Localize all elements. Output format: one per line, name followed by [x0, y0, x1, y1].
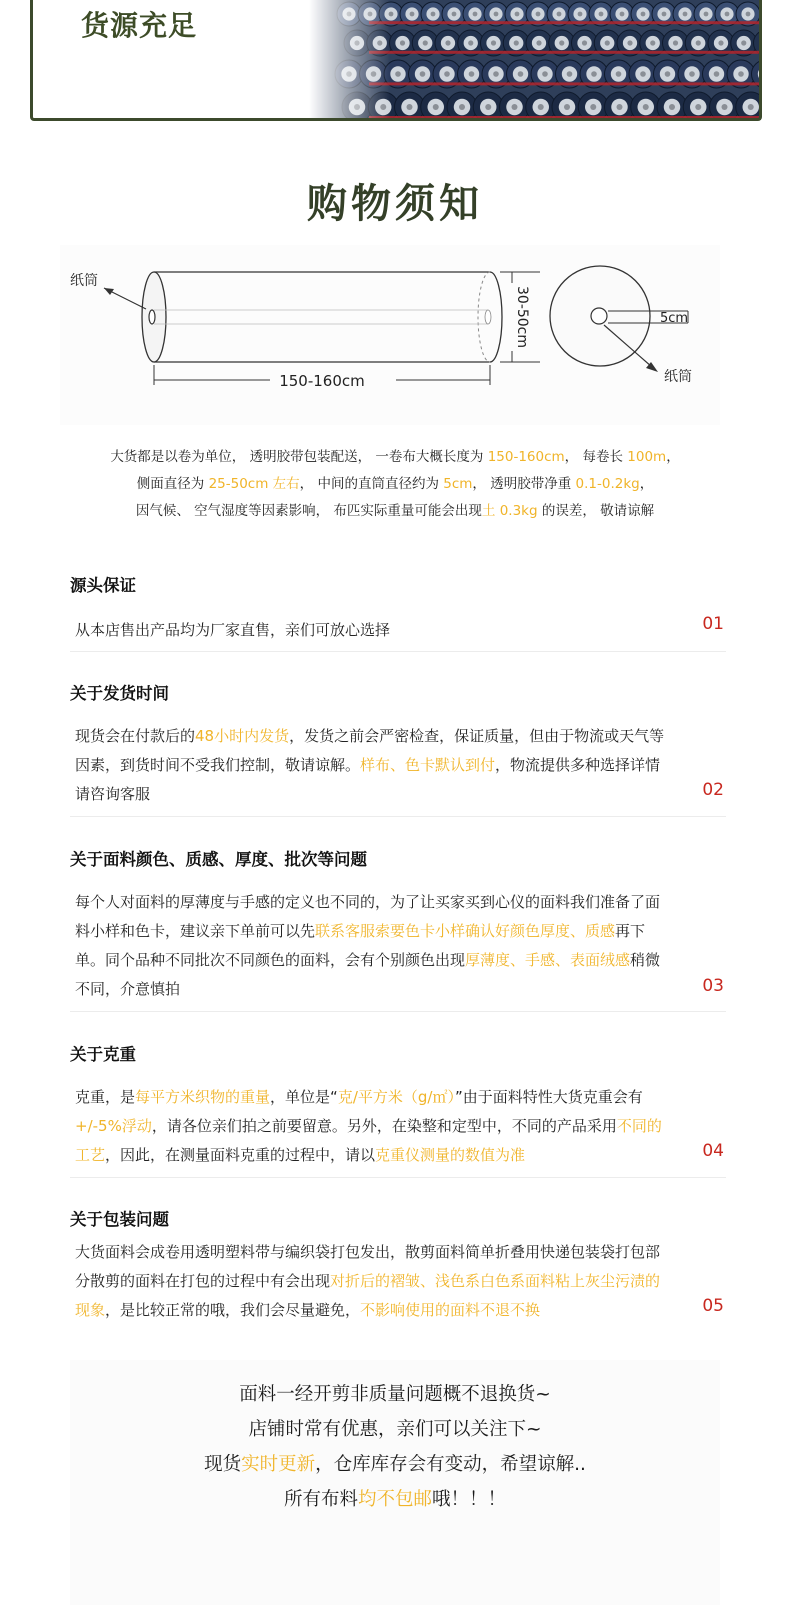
text-segment: ，仓库库存会有变动，希望谅解.. — [315, 1454, 586, 1475]
text-segment: 现货 — [204, 1454, 242, 1475]
footer-line — [70, 1447, 720, 1482]
faq-number: 01 — [702, 614, 724, 634]
tube-label-left: 纸筒 — [70, 273, 98, 289]
text-segment: ， — [639, 476, 654, 492]
highlight-text: 均不包邮 — [357, 1489, 432, 1510]
faq-title: 关于包装问题 — [70, 1210, 169, 1229]
text-segment: 大货都是以卷为单位， 透明胶带包装配送， 一卷布大概长度为 — [110, 449, 488, 465]
text-segment: ，请各位亲们拍之前要留意。另外，在染整和定型中，不同的产品采用 — [151, 1117, 617, 1135]
highlight-text: 实时更新 — [241, 1454, 316, 1475]
highlight-text: 厚薄度、手感、表面绒感 — [465, 951, 631, 969]
faq-title: 源头保证 — [70, 576, 136, 595]
highlight-text: 0.1-0.2kg — [575, 476, 640, 492]
text-segment: ， 透明胶带净重 — [472, 476, 576, 492]
faq-item-weight — [70, 1041, 726, 1170]
info-line — [60, 471, 730, 498]
faq-item-packaging — [70, 1206, 726, 1325]
highlight-text: +/-5%浮动 — [75, 1117, 152, 1135]
footer-line — [70, 1377, 720, 1412]
text-segment: 再下单。同个品种不同批次不同颜色的面料，会有个别颜色出现 — [75, 922, 646, 969]
highlight-text: 不同的工艺 — [75, 1117, 662, 1164]
footer-line — [70, 1412, 720, 1447]
highlight-text: 克重仪测量的数值为准 — [375, 1146, 526, 1164]
text-segment: ，单位是“ — [270, 1088, 338, 1106]
text-segment: ，物流提供多种选择详情请咨询客服 — [75, 756, 661, 803]
faq-title: 关于面料颜色、质感、厚度、批次等问题 — [70, 850, 367, 869]
faq-number: 04 — [702, 1141, 724, 1161]
text-segment: ， 中间的直筒直径约为 — [299, 476, 444, 492]
shopping-notice-title: 购物须知 — [307, 181, 483, 227]
text-segment: ，发货之前会严密检查，保证质量，但由于物流或天气等因素，到货时间不受我们控制，敬请谅解。 — [75, 727, 665, 774]
fabric-roll-diagram — [60, 245, 720, 425]
stock-banner — [30, 0, 762, 121]
text-segment: 稍微不同，介意慎拍 — [75, 951, 661, 998]
highlight-text: 100m — [627, 449, 667, 465]
highlight-text: 样布、色卡默认到付 — [360, 756, 496, 774]
text-segment: 侧面直径为 — [136, 476, 209, 492]
diameter-label: 30-50cm — [514, 285, 530, 349]
highlight-text: 对折后的褶皱、浅色系白色系面料粘上灰尘污渍的现象 — [75, 1272, 661, 1319]
highlight-text: 每平方米织物的重量 — [135, 1088, 271, 1106]
text-segment: 哦！！！ — [432, 1489, 507, 1510]
text-segment: 大货面料会成卷用透明塑料带与编织袋打包发出，散剪面料简单折叠用快递包装袋打包部分散剪的面料在打包的过程中有会出现 — [75, 1243, 661, 1290]
faq-item-source — [70, 572, 726, 645]
text-segment: 每个人对面料的厚薄度与手感的定义也不同的，为了让买家买到心仪的面料我们准备了面料小样和色卡，建议亲下单前可以先 — [75, 893, 661, 940]
text-segment: ， — [666, 449, 680, 465]
faq-number: 03 — [702, 976, 724, 996]
core-label: 5cm — [660, 311, 689, 326]
faq-item-fabric — [70, 846, 726, 1004]
roll-info-paragraph — [60, 444, 730, 525]
fabric-rolls-photo — [309, 0, 759, 118]
highlight-text: 土 0.3kg — [481, 503, 538, 519]
divider — [70, 1177, 726, 1178]
text-segment: 面料一经开剪非质量问题概不退换货~ — [239, 1384, 551, 1405]
faq-body — [70, 1083, 670, 1170]
tube-label-right: 纸筒 — [664, 369, 692, 385]
length-label: 150-160cm — [279, 372, 365, 390]
info-line — [60, 498, 730, 525]
highlight-text: 150-160cm — [487, 449, 565, 465]
faq-number: 05 — [702, 1296, 724, 1316]
highlight-text: 48小时内发货 — [195, 727, 290, 745]
text-segment: ， 每卷长 — [564, 449, 628, 465]
text-segment: 现货会在付款后的 — [75, 727, 196, 745]
highlight-text: 不影响使用的面料不退不换 — [360, 1301, 541, 1319]
text-segment: 从本店售出产品均为厂家直售，亲们可放心选择 — [75, 621, 391, 639]
highlight-text: 5cm — [443, 476, 473, 492]
text-segment: 因气候、 空气湿度等因素影响， 布匹实际重量可能会出现 — [135, 503, 482, 519]
divider — [70, 651, 726, 652]
divider — [70, 816, 726, 817]
faq-body — [70, 722, 670, 809]
text-segment: ，是比较正常的哦，我们会尽量避免， — [105, 1301, 361, 1319]
faq-body — [70, 888, 670, 1004]
faq-body — [70, 1238, 670, 1325]
divider — [70, 1011, 726, 1012]
faq-item-shipping — [70, 680, 726, 809]
text-segment: 的误差， 敬请谅解 — [537, 503, 655, 519]
faq-title: 关于发货时间 — [70, 684, 169, 703]
highlight-text: 25-50cm 左右 — [208, 476, 300, 492]
highlight-text: 克/平方米（g/㎡） — [337, 1088, 455, 1106]
faq-number: 02 — [702, 780, 724, 800]
text-segment: 所有布料 — [283, 1489, 358, 1510]
faq-body — [70, 616, 670, 645]
text-segment: 克重，是 — [75, 1088, 136, 1106]
highlight-text: 联系客服索要色卡小样确认好颜色厚度、质感 — [315, 922, 616, 940]
footer-line — [70, 1482, 720, 1517]
banner-title: 货源充足 — [81, 9, 198, 42]
info-line — [60, 444, 730, 471]
text-segment: ，因此，在测量面料克重的过程中，请以 — [105, 1146, 376, 1164]
text-segment: 店铺时常有优惠，亲们可以关注下~ — [248, 1419, 542, 1440]
text-segment: ”由于面料特性大货克重会有 — [454, 1088, 643, 1106]
faq-title: 关于克重 — [70, 1045, 136, 1064]
footer-notice — [70, 1360, 720, 1605]
